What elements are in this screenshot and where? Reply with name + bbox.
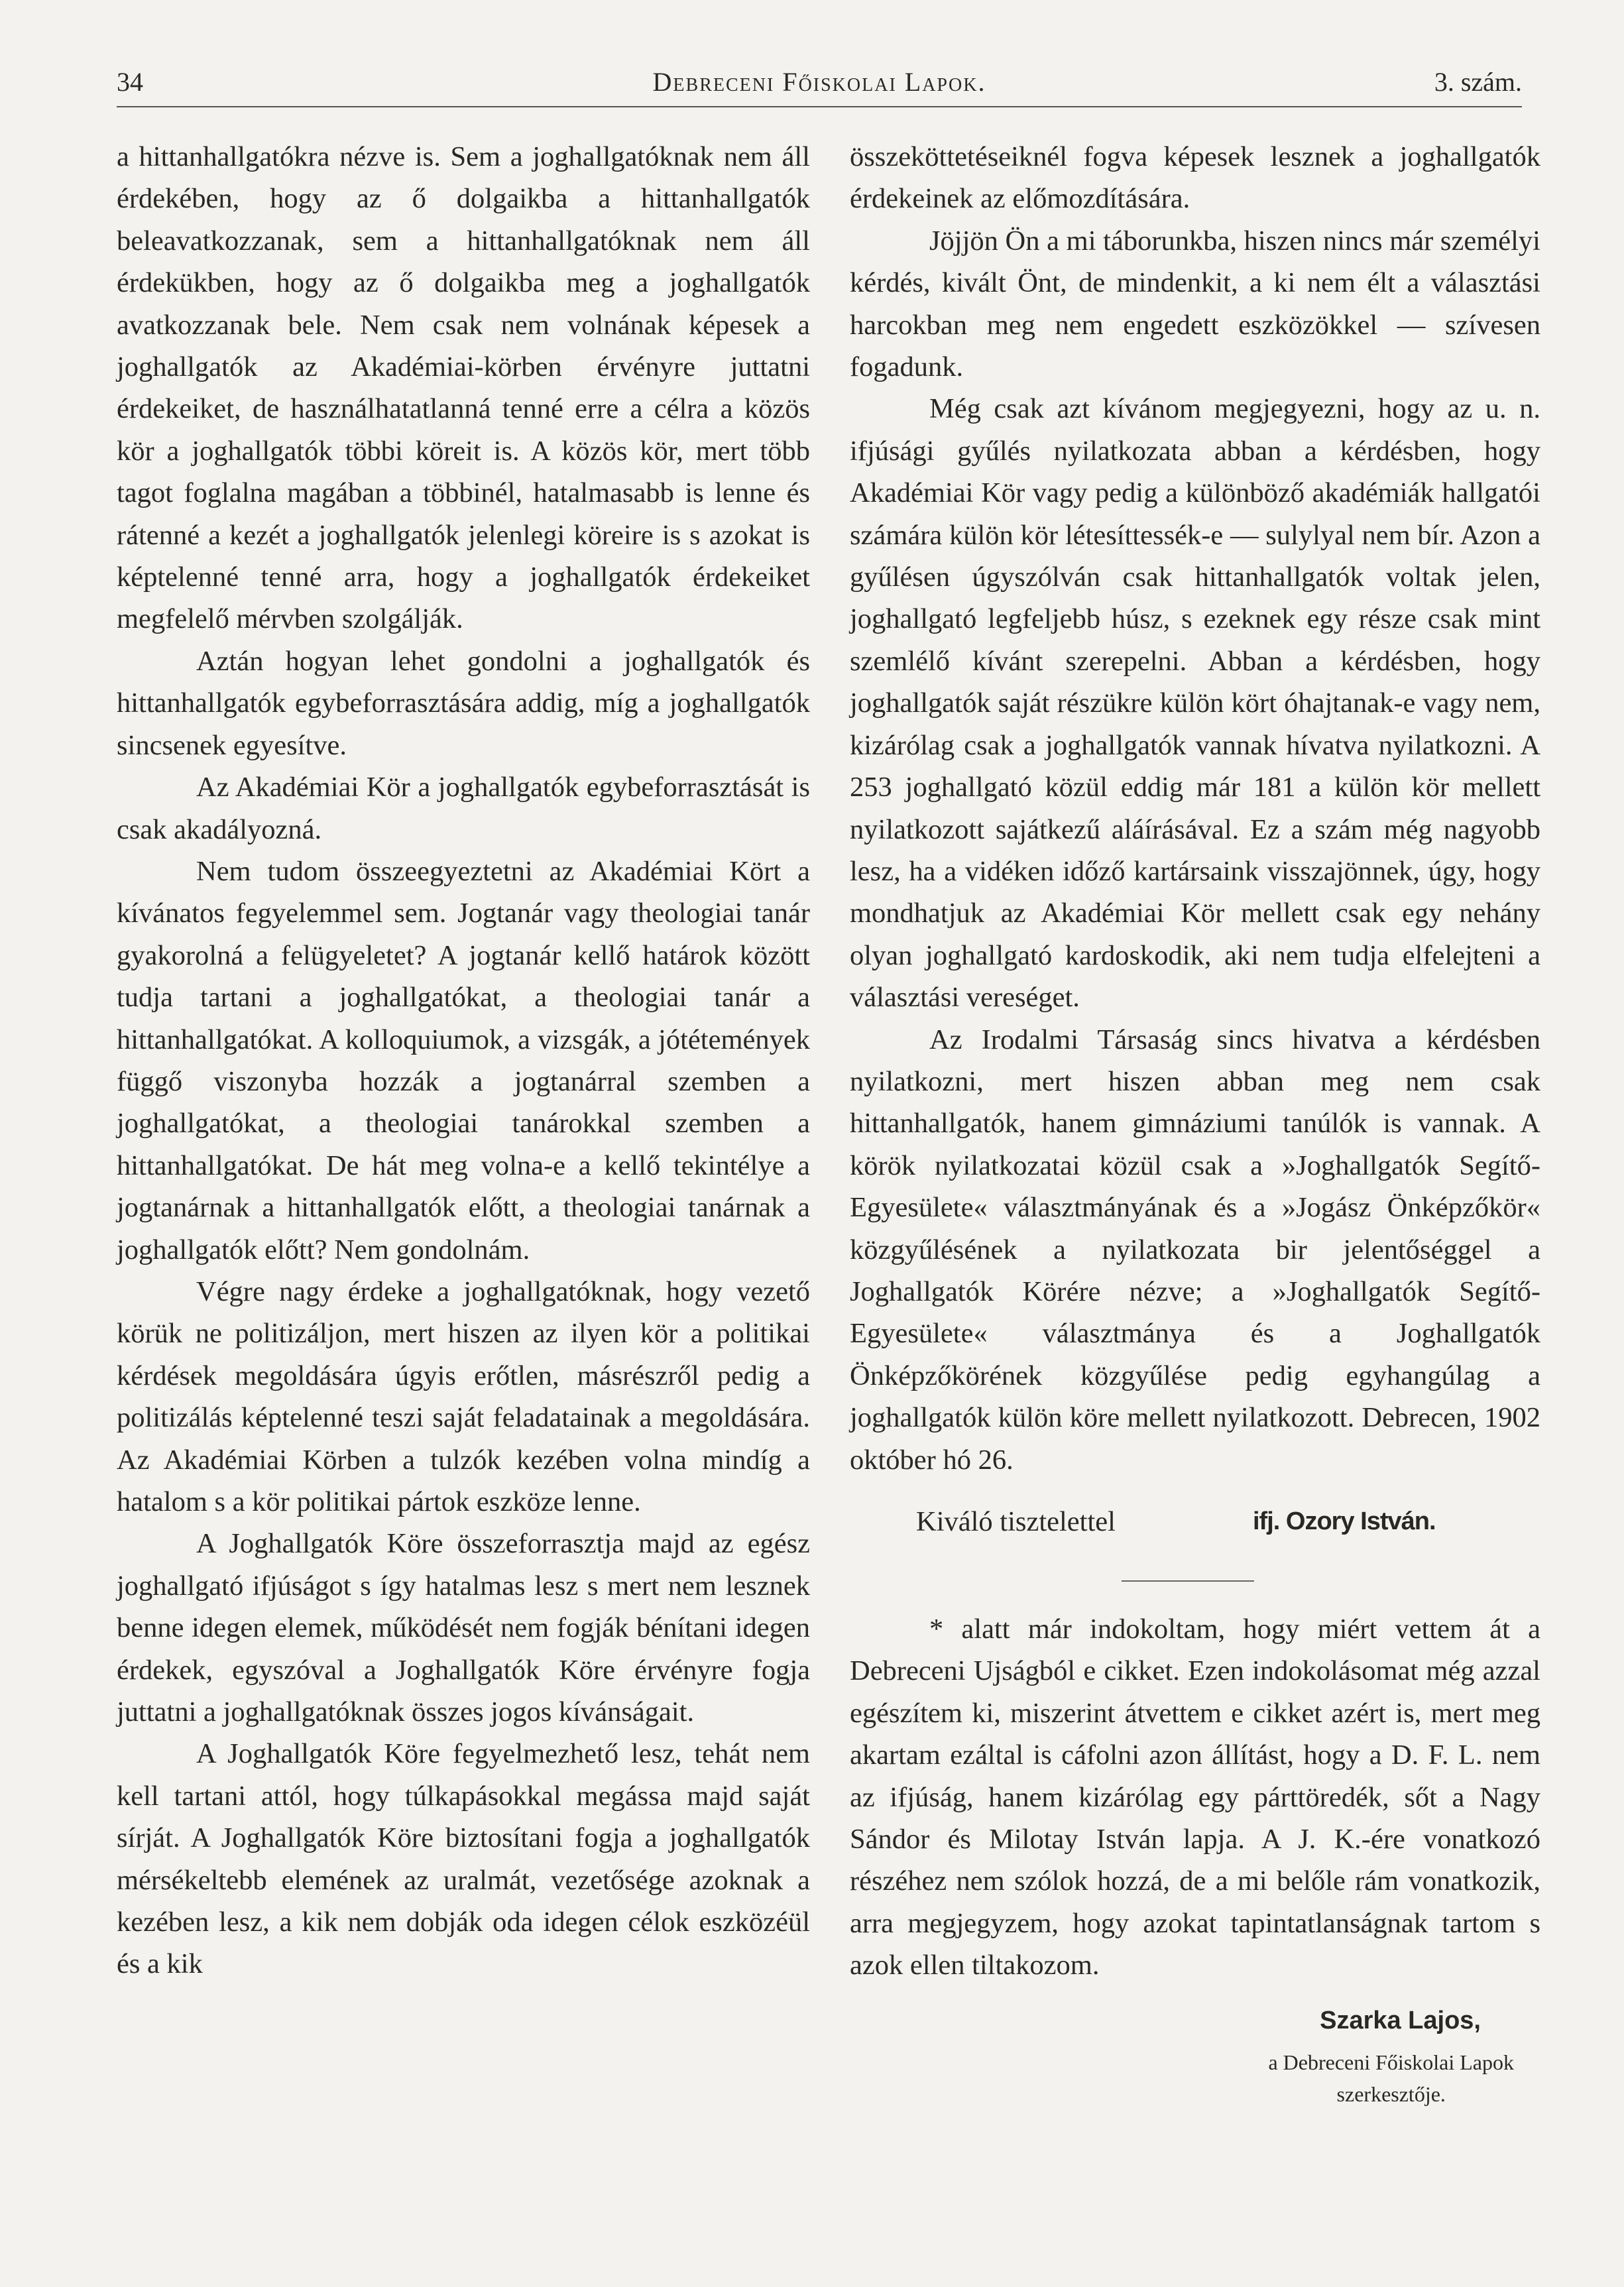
paragraph: A Joghallgatók Köre összeforrasztja majd az egész joghallgató ifjúságot s így hatalmas lesz s mert nem lesznek benne idegen elemek, működését nem fogják bénítani idegen érdekek, egyszóval a Joghallgatók Köre érvényre fogja juttatni a joghallgatóknak összes jogos kívánságait. [117, 1528, 810, 1728]
paragraph: Jöjjön Ön a mi táborunkba, hiszen nincs már személyi kérdés, kivált Önt, de mindenkit, a ki nem élt a választási harcokban meg nem engedett eszközökkel — szívesen fogadunk. [850, 225, 1540, 383]
editor-role [1268, 2046, 1514, 2110]
paragraph: a hittanhallgatókra nézve is. Sem a joghallgatóknak nem áll érdekében, hogy az ő dolgaikba a hittanhallgatók beleavatkozzanak, sem a hittanhallgatóknak nem áll érdekükben, hogy az ő dolgaikba meg a joghallgatók avatkozzanak bele. Nem csak nem volnának képesek a joghallgatók az Akadémiai-körben érvényre juttatni érdekeiket, de használhatatlanná tenné erre a célra a közös kör a joghallgatók többi köreit is. A közös kör, mert több tagot foglalna magában a többinél, hatalmasabb is lenne és rátenné a kezét a joghallgatók jelenlegi köreire is s azokat is képtelenné tenné arra, hogy a joghallgatók érdekeiket megfelelő mérvben szolgálják. [117, 141, 810, 635]
paragraph: Aztán hogyan lehet gondolni a joghallgatók és hittanhallgatók egybeforrasztására addig, míg a joghallgatók sincsenek egyesítve. [117, 645, 810, 761]
signature [850, 1501, 1540, 1554]
paragraph: Az Irodalmi Társaság sincs hivatva a kérdésben nyilatkozni, mert hiszen abban meg nem csak hittanhallgatók, hanem gimnáziumi tanúlók is vannak. A körök nyilatkozatai közül csak a »Joghallgatók Segítő-Egyesülete« választmányának és a »Jogász Önképzőkör« közgyűlésének a nyilatkozata bir jelentőséggel a Joghallgatók Körére nézve; a »Joghallgatók Segítő-Egyesülete« választmánya és a Joghallgatók Önképzőkörének közgyűlése pedig egyhangúlag a joghallgatók külön köre mellett nyilatkozott. Debrecen, 1902 október hó 26. [850, 1024, 1540, 1476]
editor-name: Szarka Lajos, [1320, 2006, 1481, 2034]
signature-name: ifj. Ozory István. [1253, 1507, 1436, 1535]
signature-greeting: Kiváló tisztelettel [916, 1506, 1116, 1537]
editor-role-line: a Debreceni Főiskolai Lapok [1268, 2050, 1514, 2074]
paragraph: Az Akadémiai Kör a joghallgatók egybeforrasztását is csak akadályozná. [117, 772, 810, 845]
paragraph: Még csak azt kívánom megjegyezni, hogy az u. n. ifjúsági gyűlés nyilatkozata abban a kérdésben, hogy Akadémiai Kör vagy pedig a különböző akadémiák hallgatói számára külön kör létesíttessék-e — sulylyal nem bír. Azon a gyűlésen úgyszólván csak hittanhallgatók voltak jelen, joghallgató legfeljebb húsz, s ezeknek egy része csak mint szemlélő kívánt szerepelni. Abban a kérdésben, hogy joghallgatók saját részükre külön kört óhajtanak-e vagy nem, kizárólag csak a joghallgatók vannak hívatva nyilatkozni. A 253 joghallgató közül eddig már 181 a külön kör mellett nyilatkozott sajátkezű aláírásával. Ez a szám még nagyobb lesz, ha a vidéken időző kartársaink visszajönnek, úgy, hogy mondhatjuk az Akadémiai Kör mellett csak egy nehány olyan joghallgató kardoskodik, aki nem tudja elfelejteni a választási vereséget. [850, 393, 1540, 1014]
editor-note: * alatt már indokoltam, hogy miért vettem át a Debreceni Ujságból e cikket. Ezen indokolásomat még azzal egészítem ki, miszerint átvettem e cikket azért is, mert meg akartam ezáltal is cáfolni azon állítást, hogy a D. F. L. nem az ifjúság, hanem kizárólag egy párttöredék, sőt a Nagy Sándor és Milotay István lapja. A J. K.-ére vonatkozó részéhez nem szólok hozzá, de a mi belőle rám vonatkozik, arra megjegyzem, hogy azokat tapintatlanságnak tartom s azok ellen tiltakozom. [850, 1613, 1540, 1981]
editor-signature [850, 2000, 1540, 2146]
paragraph: A Joghallgatók Köre fegyelmezhető lesz, tehát nem kell tartani attól, hogy túlkapásokkal megássa majd saját sírját. A Joghallgatók Köre biztosítani fogja a joghallgatók mérsékeltebb elemének az uralmát, vezetősége azoknak a kezében lesz, a kik nem dobják oda idegen célok eszközéül és a kik [117, 1738, 810, 1980]
divider [1122, 1580, 1254, 1582]
paragraph: összeköttetéseiknél fogva képesek lesznek a joghallgatók érdekeinek az előmozdítására. [850, 141, 1540, 215]
right-column [850, 136, 1540, 2146]
page-number: 34 [117, 67, 143, 97]
editor-role-line: szerkesztője. [1336, 2082, 1446, 2106]
paragraph: Nem tudom összeegyeztetni az Akadémiai Kört a kívánatos fegyelemmel sem. Jogtanár vagy theologiai tanár gyakorolná a felügyeletet? A jogtanár kellő határok között tudja tartani a joghallgatókat, a theologiai tanár a hittanhallgatókat. A kolloquiumok, a vizsgák, a jótétemények függő viszonyba hozzák a jogtanárral szemben a joghallgatókat, a theologiai tanárokkal szemben a hittanhallgatókat. De hát meg volna-e a kellő tekintélye a jogtanárnak a hittanhallgatók előtt, a theologiai tanárnak a joghallgatók előtt? Nem gondolnám. [117, 855, 810, 1265]
issue-number: 3. szám. [1434, 67, 1522, 97]
left-column [117, 136, 810, 1985]
page-header [117, 66, 1522, 107]
paragraph: Végre nagy érdeke a joghallgatóknak, hogy vezető körük ne politizáljon, mert hiszen az ilyen kör a politikai kérdések megoldására úgyis erőtlen, másrészről pedig a politizálás képtelenné teszi saját feladatainak a megoldására. Az Akadémiai Körben a tulzók kezében volna mindíg a hatalom s a kör politikai pártok eszköze lenne. [117, 1275, 810, 1517]
journal-title: Debreceni Főiskolai Lapok. [652, 67, 986, 97]
